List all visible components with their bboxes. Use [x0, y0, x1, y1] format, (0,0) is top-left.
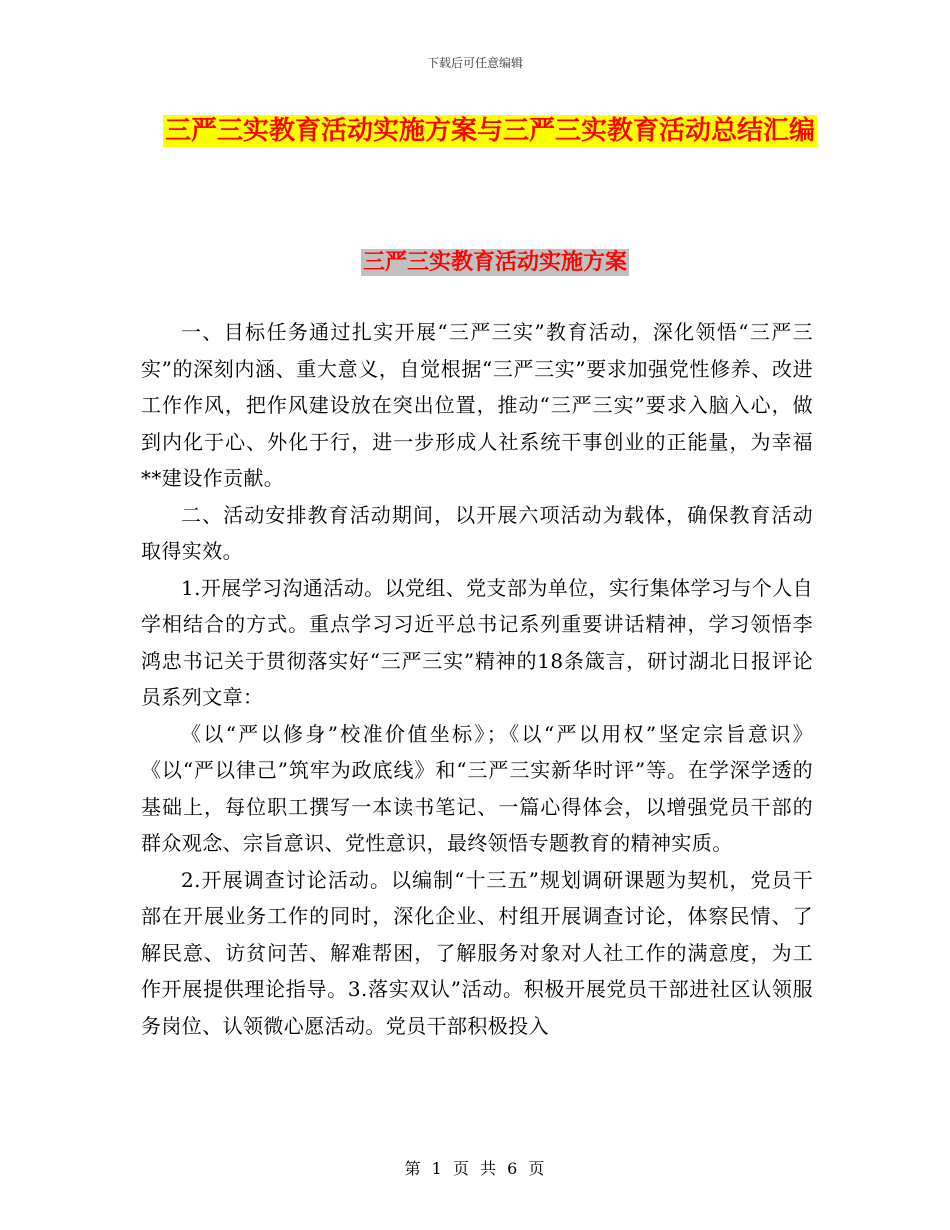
paragraph-study-activity: 1.开展学习沟通活动。以党组、党支部为单位，实行集体学习与个人自学相结合的方式。重点学习习近平总书记系列重要讲话精神，学习领悟李鸿忠书记关于贯彻落实好“三严三实”精神的18条箴言，研讨湖北日报评论员系列文章：	[141, 575, 813, 709]
paragraph-arrangements: 二、活动安排教育活动期间，以开展六项活动为载体，确保教育活动取得实效。	[141, 502, 813, 563]
paragraph-research-activity: 2.开展调查讨论活动。以编制“十三五”规划调研课题为契机，党员干部在开展业务工作的同时，深化企业、村组开展调查讨论，体察民情、了解民意、访贫问苦、解难帮困，了解服务对象对人社工作的满意度，为工作开展提供理论指导。3.落实双认”活动。积极开展党员干部进社区认领服务岗位、认领微心愿活动。党员干部积极投入	[141, 867, 813, 1038]
document-title-text: 三严三实教育活动实施方案与三严三实教育活动总结汇编	[164, 116, 815, 146]
section-title	[0, 246, 950, 280]
paragraph-goals: 一、目标任务通过扎实开展“三严三实”教育活动，深化领悟“三严三实”的深刻内涵、重大意义，自觉根据“三严三实”要求加强党性修养、改进工作作风，把作风建设放在突出位置，推动“三严三实”要求入脑入心，做到内化于心、外化于行，进一步形成人社系统干事创业的正能量，为幸福**建设作贡献。	[141, 320, 813, 490]
page-footer: 第 1 页 共 6 页	[404, 1159, 546, 1178]
section-title-text: 三严三实教育活动实施方案	[362, 250, 627, 275]
document-title	[140, 110, 840, 152]
paragraph-study-articles: 《以“严以修身”校准价值坐标》；《以“严以用权”坚定宗旨意识》《以“严以律己”筑牢为政底线》和“三严三实新华时评”等。在学深学透的基础上，每位职工撰写一本读书笔记、一篇心得体会，以增强党员干部的群众观念、宗旨意识、党性意识，最终领悟专题教育的精神实质。	[141, 721, 813, 855]
header-note: 下载后可任意编辑	[426, 56, 523, 70]
body-text	[141, 314, 813, 1044]
